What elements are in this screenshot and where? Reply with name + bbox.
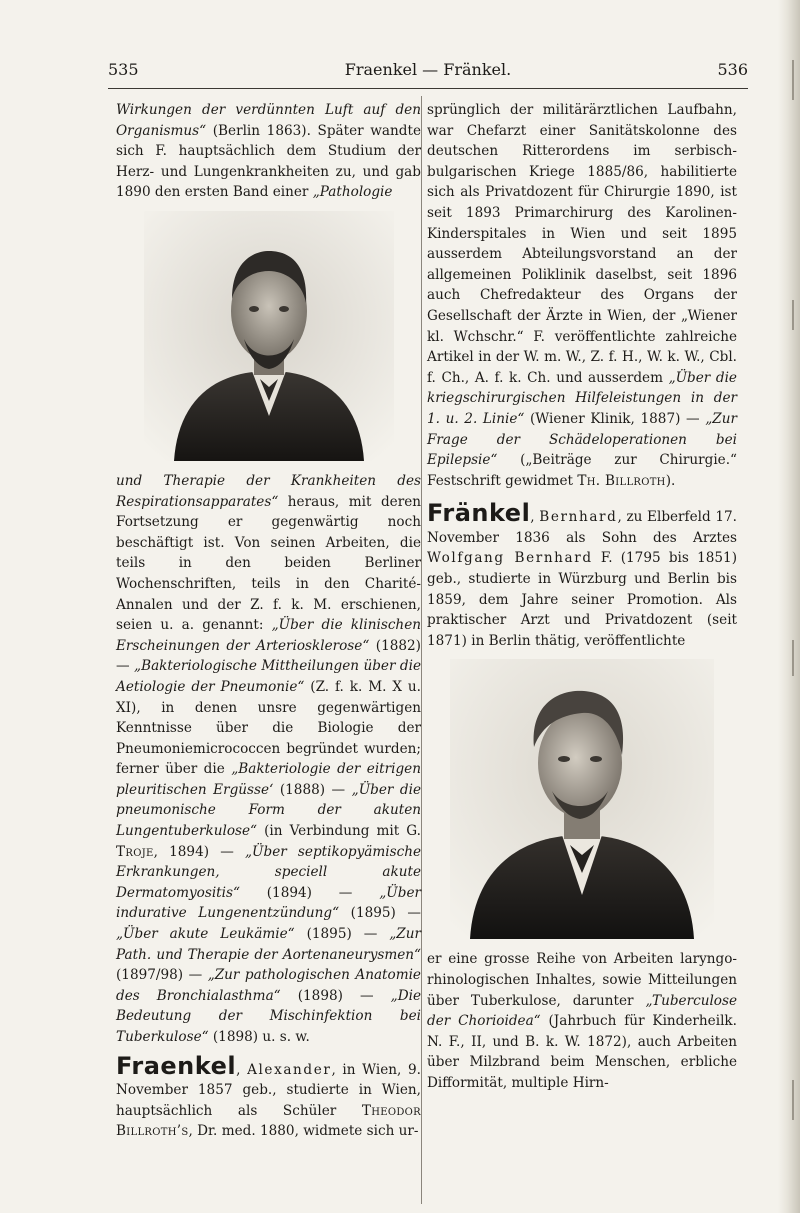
body-text: (Jahrbuch für Kinderheilk. N. F., II, und B. k. W. 1872), auch Arbeiten über Milzbrand beim Menschen, erbliche Difformität, multiple Hirn- [427,1013,737,1091]
work-title: „Zur Frage der Schädeloperationen bei Epilepsie“ [427,410,737,469]
work-title: und Therapie der Krankheiten des Respirationsapparates“ [116,472,421,510]
body-text: F. (1795 bis 1851) geb., studierte in Würzburg und Berlin bis 1859, dem Jahre seiner Promotion. Als praktischer Arzt und Privatdozent (seit 1871) in Berlin thätig, veröffentlichte [427,550,737,649]
column-divider [421,96,422,1204]
work-title: „Bakteriologische Mittheilungen über die Aetiologie der Pneumonie“ [116,658,421,695]
body-text: (1898) u. s. w. [208,1029,310,1045]
work-title: „Die Bedeutung der Mischinfektion bei Tuberkulose“ [116,987,421,1045]
page-number-left: 535 [108,60,139,79]
work-title: „Bakteriologie der eitrigen pleuritischen Ergüsse‘ [116,761,421,798]
edge-mark [792,1080,794,1120]
body-text: (Berlin 1863). Später wandte sich F. hauptsächlich dem Studium der Herz- und Lungenkrankheiten zu, und gab 1890 den ersten Band einer [116,122,421,201]
entry-paragraph: Fraenkel, Alexander, in Wien, 9. November 1857 geb., studierte in Wien, hauptsächlich als Schüler Theodor Billroth’s, Dr. med. 1880, widmete sich ur- [116,1051,421,1140]
edge-mark [792,300,794,330]
body-text: (Wiener Klinik, 1887) — [524,410,706,427]
portrait-photo [144,211,394,461]
left-column [116,100,421,1142]
page-number-right: 536 [717,60,748,79]
body-text: er eine grosse Reihe von Arbeiten laryngo-rhinologischen Inhaltes, sowie Mitteilungen über Tuberkulose, darunter [427,951,737,1009]
body-text: (Z. f. k. M. X u. XI), in denen unsre gegenwärtigen Kenntnisse über die Biologie der Pneumoniemicrococcen begründet wurden; ferner über die [116,678,421,778]
person-name: Theodor Billroth’s [116,1102,421,1140]
work-title: „Über die klinischen Erscheinungen der Arteriosklerose“ [116,617,421,654]
paragraph [427,949,737,1093]
entry-heading: Fränkel [427,499,531,528]
work-title: „Zur Path. und Therapie der Aortenaneurysmen“ [116,926,422,963]
paragraph [116,471,421,1048]
body-text: (1895) — [294,926,390,943]
entry-paragraph: Fränkel, Bernhard, zu Elberfeld 17. November 1836 als Sohn des Arztes Wolfgang Bernhard F. (1795 bis 1851) geb., studierte in Würzburg und Berlin bis 1859, dem Jahre seiner Promotion. Als praktischer Arzt und Privatdozent (seit 1871) in Berlin thätig, veröffentlichte [427,499,737,649]
body-text: , zu Elberfeld 17. November 1836 als Sohn des Arztes [427,509,737,546]
entry-given-name: Bernhard [539,509,618,526]
work-title: „Über die kriegschirurgischen Hilfeleistungen in der 1. u. 2. Linie“ [427,369,737,427]
page-edge [778,0,800,1213]
body-text: , 1894) — [153,843,245,860]
body-text: (1882) — [116,637,421,675]
body-text: ). [665,472,676,489]
work-title: „Über septikopyämische Erkrankungen, speciell akute Dermatomyositis“ [116,843,421,901]
person-name: Troje [116,843,154,860]
entry-given-name: Alexander [247,1061,332,1078]
work-title: „Über akute Leukämie“ [116,926,295,943]
edge-mark [792,640,794,676]
work-title: Wirkungen der verdünnten Luft auf den Organismus“ [116,102,421,139]
work-title: „Tuberculose der Chorioidea“ [427,992,737,1030]
edge-mark [792,60,794,100]
entry-heading: Fraenkel [116,1051,237,1080]
body-text: sprünglich der militärärztlichen Laufbahn, war Chefarzt einer Sanitätskolonne des deutschen Ritterordens im serbisch-bulgarischen Kriege 1885/86, habilitierte sich als Privatdozent für Chirurgie 1890, ist seit 1893 Primarchirurg des Karolinen-Kinderspitales in Wien und seit 1895 ausserdem Abteilungsvorstand an der allgemeinen Poliklinik daselbst, seit 1896 auch Chefredakteur des Organs der Gesellschaft der Ärzte in Wien, der „Wiener kl. Wchschr.“ F. veröffentlichte zahlreiche Artikel in der W. m. W., Z. f. H., W. k. W., Cbl. f. Ch., A. f. k. Ch. und ausserdem [427,102,737,386]
body-text: (1897/98) — [116,967,208,984]
body-text: (1888) — [273,781,352,798]
person-name: Wolfgang Bernhard [427,550,593,567]
running-title: Fraenkel — Fränkel. [344,60,512,79]
work-title: „Über indurative Lungenentzündung“ [116,884,421,922]
body-text: (1894) — [239,884,380,901]
page-header [108,58,748,89]
work-title: „Über die pneumonische Form der akuten Lungentuberkulose“ [116,781,421,840]
paragraph [427,100,737,491]
work-title: „Pathologie [312,184,393,201]
body-text: , Dr. med. 1880, widmete sich ur- [188,1123,419,1140]
body-text: , in Wien, 9. November 1857 geb., studierte in Wien, hauptsächlich als Schüler [116,1061,421,1119]
portrait-photo [450,659,714,939]
right-column [427,100,737,1094]
body-text: heraus, mit deren Fortsetzung er gegenwärtig noch beschäftigt ist. Von seinen Arbeiten, die teils in den beiden Berliner Wochenschriften, teils in den Charité-Annalen und der Z. f. k. M. erschienen, seien u. a. genannt: [116,493,421,634]
work-title: „Zur pathologischen Anatomie des Bronchialasthma“ [116,967,421,1004]
paragraph [116,100,421,203]
body-text: (in Verbindung mit G. [257,823,421,840]
body-text: („Beiträge zur Chirurgie.“ Festschrift gewidmet [427,452,737,489]
person-name: Th. Billroth [577,472,666,489]
body-text: (1898) — [280,987,391,1004]
body-text: (1895) — [339,905,421,922]
